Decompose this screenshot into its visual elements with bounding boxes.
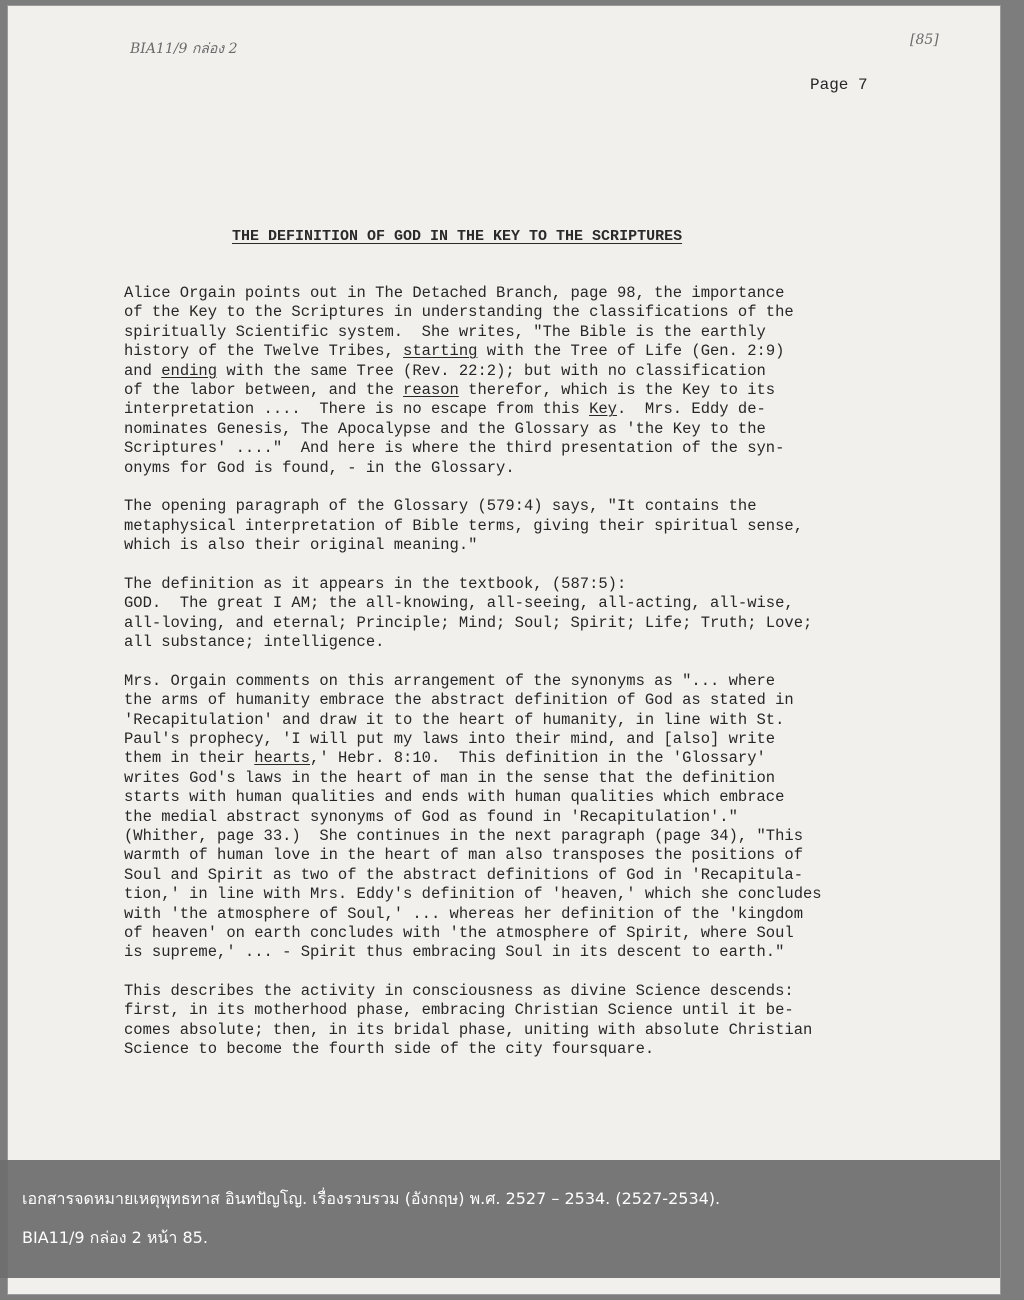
page-number: Page 7 bbox=[810, 76, 868, 94]
text-line bbox=[124, 517, 822, 536]
text-line bbox=[124, 614, 822, 633]
text-segment: . Mrs. Eddy de- bbox=[616, 400, 766, 419]
text-segment: 'Recapitulation' and draw it to the heart of humanity, in line with St. bbox=[124, 710, 785, 729]
paragraph bbox=[124, 497, 822, 555]
underlined-word: hearts bbox=[254, 749, 311, 768]
text-line bbox=[124, 672, 822, 691]
text-segment: all substance; intelligence. bbox=[124, 633, 385, 652]
text-line bbox=[124, 943, 822, 962]
paragraph bbox=[124, 575, 822, 653]
text-segment: which is also their original meaning." bbox=[124, 536, 478, 555]
text-segment: all-loving, and eternal; Principle; Mind; Soul; Spirit; Life; Truth; Love; bbox=[124, 613, 813, 632]
caption-bar bbox=[0, 1160, 1000, 1278]
text-line bbox=[124, 905, 822, 924]
caption-reference: BIA11/9 กล่อง 2 หน้า 85. bbox=[22, 1228, 208, 1247]
text-segment: is supreme,' ... - Spirit thus embracing Soul in its descent to earth." bbox=[124, 943, 785, 962]
text-line bbox=[124, 284, 822, 303]
text-segment: history of the Twelve Tribes, bbox=[124, 342, 404, 361]
text-segment: metaphysical interpretation of Bible terms, giving their spiritual sense, bbox=[124, 516, 804, 535]
text-segment: spiritually Scientific system. She writes, "The Bible is the earthly bbox=[124, 322, 766, 341]
text-segment: Science to become the fourth side of the city foursquare. bbox=[124, 1040, 655, 1059]
paragraph bbox=[124, 672, 822, 963]
text-line bbox=[124, 362, 822, 381]
text-line bbox=[124, 982, 822, 1001]
text-line bbox=[124, 420, 822, 439]
text-segment: tion,' in line with Mrs. Eddy's definition of 'heaven,' which she concludes bbox=[124, 885, 822, 904]
text-line bbox=[124, 381, 822, 400]
paragraph bbox=[124, 284, 822, 478]
text-segment: of heaven' on earth concludes with 'the atmosphere of Spirit, where Soul bbox=[124, 923, 794, 942]
text-line bbox=[124, 303, 822, 322]
handwritten-archive-ref: BIA11/9 กล่อง 2 bbox=[130, 41, 238, 57]
text-segment: warmth of human love in the heart of man also transposes the positions of bbox=[124, 846, 804, 865]
text-line bbox=[124, 1021, 822, 1040]
text-segment: of the labor between, and the bbox=[124, 380, 404, 399]
text-line bbox=[124, 342, 822, 361]
text-segment: first, in its motherhood phase, embracing Christian Science until it be- bbox=[124, 1001, 794, 1020]
underlined-word: starting bbox=[403, 342, 478, 361]
document-title: THE DEFINITION OF GOD IN THE KEY TO THE SCRIPTURES bbox=[232, 228, 683, 245]
text-segment: the arms of humanity embrace the abstract definition of God as stated in bbox=[124, 691, 794, 710]
text-line bbox=[124, 459, 822, 478]
text-line bbox=[124, 711, 822, 730]
text-line bbox=[124, 323, 822, 342]
text-line bbox=[124, 536, 822, 555]
text-segment: Mrs. Orgain comments on this arrangement of the synonyms as "... where bbox=[124, 671, 776, 690]
text-line bbox=[124, 730, 822, 749]
text-segment: GOD. The great I AM; the all-knowing, all-seeing, all-acting, all-wise, bbox=[124, 594, 794, 613]
paragraph bbox=[124, 982, 822, 1060]
text-line bbox=[124, 691, 822, 710]
text-segment: Alice Orgain points out in The Detached Branch, page 98, the importance bbox=[124, 284, 785, 302]
text-segment: (Whither, page 33.) She continues in the next paragraph (page 34), "This bbox=[124, 826, 804, 845]
text-line bbox=[124, 497, 822, 516]
text-segment: with the same Tree (Rev. 22:2); but with no classification bbox=[217, 361, 766, 380]
text-line bbox=[124, 846, 822, 865]
text-line bbox=[124, 827, 822, 846]
text-segment: them in their bbox=[124, 749, 255, 768]
text-segment: of the Key to the Scriptures in understanding the classifications of the bbox=[124, 303, 794, 322]
text-line bbox=[124, 633, 822, 652]
text-segment: Scriptures' ...." And here is where the third presentation of the syn- bbox=[124, 439, 785, 458]
text-segment: comes absolute; then, in its bridal phase, uniting with absolute Christian bbox=[124, 1020, 813, 1039]
text-line bbox=[124, 594, 822, 613]
text-segment: Paul's prophecy, 'I will put my laws into their mind, and [also] write bbox=[124, 729, 776, 748]
handwritten-page-ref: [85] bbox=[910, 32, 939, 48]
text-segment: interpretation .... There is no escape from this bbox=[124, 400, 590, 419]
text-line bbox=[124, 788, 822, 807]
text-line bbox=[124, 866, 822, 885]
underlined-word: ending bbox=[161, 361, 218, 380]
text-segment: with 'the atmosphere of Soul,' ... whereas her definition of the 'kingdom bbox=[124, 904, 804, 923]
text-line bbox=[124, 1001, 822, 1020]
text-segment: onyms for God is found, - in the Glossary. bbox=[124, 458, 515, 477]
text-line bbox=[124, 769, 822, 788]
caption-title: เอกสารจดหมายเหตุพุทธทาส อินทปัญโญ. เรื่องรวบรวม (อังกฤษ) พ.ศ. 2527 – 2534. (2527-2534). bbox=[22, 1189, 721, 1208]
text-segment: ,' Hebr. 8:10. This definition in the 'Glossary' bbox=[310, 749, 766, 768]
body-text bbox=[124, 284, 822, 1079]
text-segment: and bbox=[124, 361, 162, 380]
text-line bbox=[124, 924, 822, 943]
text-line bbox=[124, 575, 822, 594]
text-segment: nominates Genesis, The Apocalypse and the Glossary as 'the Key to the bbox=[124, 419, 766, 438]
text-segment: writes God's laws in the heart of man in the sense that the definition bbox=[124, 768, 776, 787]
text-line bbox=[124, 885, 822, 904]
text-segment: therefor, which is the Key to its bbox=[458, 380, 776, 399]
text-segment: The opening paragraph of the Glossary (579:4) says, "It contains the bbox=[124, 497, 757, 516]
text-line bbox=[124, 439, 822, 458]
text-line bbox=[124, 808, 822, 827]
text-line bbox=[124, 1040, 822, 1059]
text-segment: starts with human qualities and ends with human qualities which embrace bbox=[124, 788, 785, 807]
text-segment: The definition as it appears in the textbook, (587:5): bbox=[124, 574, 627, 593]
underlined-word: reason bbox=[403, 380, 459, 399]
text-segment: Soul and Spirit as two of the abstract definitions of God in 'Recapitula- bbox=[124, 865, 804, 884]
text-line bbox=[124, 749, 822, 768]
text-segment: This describes the activity in consciousness as divine Science descends: bbox=[124, 982, 794, 1001]
text-segment: the medial abstract synonyms of God as found in 'Recapitulation'." bbox=[124, 807, 738, 826]
text-line bbox=[124, 400, 822, 419]
text-segment: with the Tree of Life (Gen. 2:9) bbox=[477, 342, 785, 361]
underlined-word: Key bbox=[589, 400, 617, 419]
document-page bbox=[8, 6, 1000, 1294]
